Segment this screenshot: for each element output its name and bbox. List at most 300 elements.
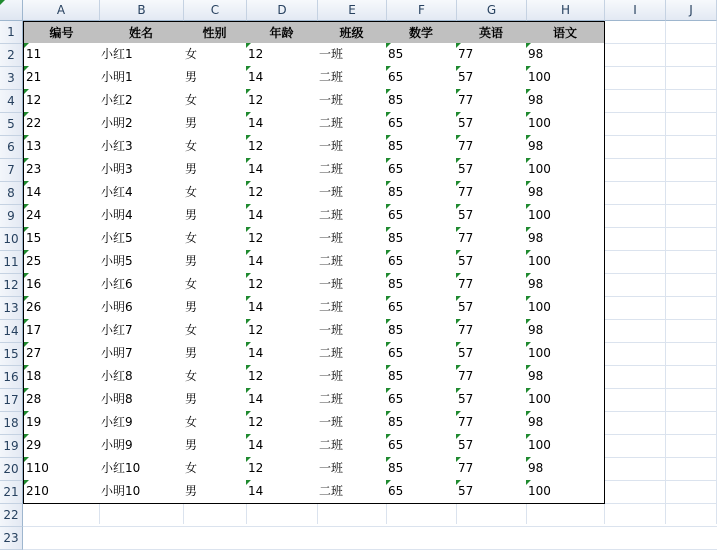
cell-value: 100 [528,162,551,176]
table-cell[interactable] [386,112,457,136]
table-cell[interactable] [317,388,387,412]
table-cell[interactable] [23,342,100,366]
table-cell[interactable] [183,158,247,182]
number-as-text-indicator-icon [386,204,391,209]
cell-value: 小明2 [101,116,133,130]
table-cell[interactable] [23,457,100,481]
table-cell[interactable] [246,388,318,412]
table-cell[interactable] [386,296,457,320]
cell-value: 77 [458,369,474,383]
table-cell[interactable] [386,434,457,458]
cell-value: 小红3 [101,139,133,153]
table-cell[interactable] [23,227,100,251]
number-as-text-indicator-icon [386,89,391,94]
number-as-text-indicator-icon [456,112,461,117]
number-as-text-indicator-icon [246,434,251,439]
cell-value: 21 [26,70,42,84]
number-as-text-indicator-icon [526,204,531,209]
table-cell[interactable] [99,204,184,228]
table-cell[interactable] [23,250,100,274]
table-cell[interactable] [456,112,527,136]
table-cell[interactable] [317,457,387,481]
table-cell[interactable] [246,89,318,113]
table-cell[interactable] [317,204,387,228]
cell-value: 男 [185,162,198,176]
table-cell[interactable] [317,181,387,205]
table-cell[interactable] [246,204,318,228]
table-cell[interactable] [526,457,605,481]
table-cell[interactable] [317,273,387,297]
table-cell[interactable] [23,66,100,90]
cell-value: 98 [528,323,544,337]
table-cell[interactable] [23,434,100,458]
table-cell[interactable] [526,250,605,274]
cell-value: 12 [248,139,264,153]
table-cell[interactable] [23,296,100,320]
cell-value: 98 [528,47,544,61]
number-as-text-indicator-icon [246,66,251,71]
table-cell[interactable] [183,480,247,504]
header-label: 姓名 [128,26,153,40]
table-cell[interactable] [456,342,527,366]
cell-value: 65 [388,116,404,130]
table-cell[interactable] [183,43,247,67]
row-header-9[interactable]: 9 [0,205,23,228]
table-cell[interactable] [526,365,605,389]
cell-value: 女 [185,93,198,107]
cell-value: 25 [26,254,42,268]
number-as-text-indicator-icon [246,250,251,255]
cell-value: 小红10 [101,461,141,475]
cell-value: 二班 [319,70,344,84]
table-cell[interactable] [386,250,457,274]
cell-value: 65 [388,162,404,176]
table-cell[interactable] [183,181,247,205]
table-cell[interactable] [99,480,184,504]
table-cell[interactable] [526,411,605,435]
row-header-18[interactable]: 18 [0,412,23,435]
number-as-text-indicator-icon [456,457,461,462]
table-cell[interactable] [99,411,184,435]
cell-value: 85 [388,185,404,199]
cell-value: 小明8 [101,392,133,406]
row-header-6[interactable]: 6 [0,136,23,159]
number-as-text-indicator-icon [456,480,461,485]
table-cell[interactable] [99,181,184,205]
column-header-B[interactable]: B [100,0,184,21]
table-cell[interactable] [317,158,387,182]
header-label: 数学 [408,26,433,40]
table-cell[interactable] [99,434,184,458]
table-cell[interactable] [317,342,387,366]
table-cell[interactable] [456,434,527,458]
table-cell[interactable] [456,204,527,228]
table-cell[interactable] [99,457,184,481]
table-cell[interactable] [99,342,184,366]
table-cell[interactable] [99,227,184,251]
row-header-1[interactable]: 1 [0,21,23,44]
table-header-cell[interactable] [317,21,387,44]
cell-value: 小红9 [101,415,133,429]
number-as-text-indicator-icon [24,296,29,301]
cell-value: 19 [26,415,42,429]
cell-value: 小明9 [101,438,133,452]
table-cell[interactable] [456,250,527,274]
table-cell[interactable] [23,43,100,67]
cell-value: 女 [185,277,198,291]
table-cell[interactable] [23,89,100,113]
gridline-horizontal [23,526,717,527]
row-header-13[interactable]: 13 [0,297,23,320]
row-header-7[interactable]: 7 [0,159,23,182]
cell-value: 85 [388,415,404,429]
table-cell[interactable] [386,411,457,435]
number-as-text-indicator-icon [456,158,461,163]
cell-value: 26 [26,300,42,314]
number-as-text-indicator-icon [526,296,531,301]
cell-value: 29 [26,438,42,452]
table-cell[interactable] [456,227,527,251]
table-cell[interactable] [183,457,247,481]
table-cell[interactable] [526,204,605,228]
table-cell[interactable] [386,273,457,297]
cell-value: 小红7 [101,323,133,337]
table-cell[interactable] [386,457,457,481]
column-header-A[interactable]: A [23,0,100,21]
cell-value: 女 [185,231,198,245]
table-cell[interactable] [386,365,457,389]
table-cell[interactable] [526,342,605,366]
table-cell[interactable] [386,66,457,90]
table-cell[interactable] [99,135,184,159]
table-cell[interactable] [456,411,527,435]
cell-value: 85 [388,277,404,291]
table-cell[interactable] [386,204,457,228]
number-as-text-indicator-icon [456,434,461,439]
column-header-J[interactable]: J [666,0,717,21]
cell-value: 98 [528,461,544,475]
row-header-4[interactable]: 4 [0,90,23,113]
table-cell[interactable] [246,66,318,90]
table-cell[interactable] [386,227,457,251]
table-cell[interactable] [317,296,387,320]
cell-value: 77 [458,93,474,107]
row-header-2[interactable]: 2 [0,44,23,67]
cell-value: 一班 [319,323,344,337]
table-cell[interactable] [526,158,605,182]
table-cell[interactable] [99,158,184,182]
table-cell[interactable] [23,480,100,504]
cell-value: 14 [26,185,42,199]
row-header-17[interactable]: 17 [0,389,23,412]
cell-value: 98 [528,415,544,429]
table-cell[interactable] [99,365,184,389]
table-cell[interactable] [23,135,100,159]
cell-value: 男 [185,346,198,360]
table-cell[interactable] [246,365,318,389]
number-as-text-indicator-icon [386,365,391,370]
cell-value: 14 [248,346,264,360]
column-header-D[interactable]: D [247,0,318,21]
number-as-text-indicator-icon [456,342,461,347]
cell-value: 98 [528,139,544,153]
table-cell[interactable] [526,43,605,67]
table-cell[interactable] [23,181,100,205]
table-cell[interactable] [526,319,605,343]
table-cell[interactable] [456,135,527,159]
number-as-text-indicator-icon [526,388,531,393]
table-cell[interactable] [386,181,457,205]
table-cell[interactable] [23,411,100,435]
number-as-text-indicator-icon [456,388,461,393]
table-cell[interactable] [99,89,184,113]
table-cell[interactable] [317,250,387,274]
cell-value: 65 [388,254,404,268]
cell-value: 57 [458,484,474,498]
table-cell[interactable] [246,250,318,274]
table-cell[interactable] [526,480,605,504]
table-cell[interactable] [183,204,247,228]
cell-value: 小明6 [101,300,133,314]
row-header-22[interactable]: 22 [0,504,23,527]
table-cell[interactable] [526,296,605,320]
table-cell[interactable] [246,457,318,481]
table-cell[interactable] [317,89,387,113]
number-as-text-indicator-icon [526,480,531,485]
table-cell[interactable] [246,181,318,205]
table-cell[interactable] [23,388,100,412]
table-cell[interactable] [386,89,457,113]
row-header-20[interactable]: 20 [0,458,23,481]
table-cell[interactable] [246,273,318,297]
table-cell[interactable] [23,319,100,343]
column-header-E[interactable]: E [318,0,387,21]
table-cell[interactable] [183,388,247,412]
table-cell[interactable] [386,319,457,343]
number-as-text-indicator-icon [526,227,531,232]
table-cell[interactable] [23,158,100,182]
table-cell[interactable] [99,388,184,412]
table-header-cell[interactable] [526,21,605,44]
table-cell[interactable] [456,181,527,205]
row-header-23[interactable]: 23 [0,527,23,550]
table-cell[interactable] [456,319,527,343]
cell-value: 85 [388,323,404,337]
table-cell[interactable] [99,296,184,320]
table-cell[interactable] [246,158,318,182]
row-header-8[interactable]: 8 [0,182,23,205]
header-label: 英语 [478,26,503,40]
table-cell[interactable] [23,204,100,228]
number-as-text-indicator-icon [386,434,391,439]
table-cell[interactable] [317,66,387,90]
number-as-text-indicator-icon [246,480,251,485]
table-cell[interactable] [183,319,247,343]
cell-value: 85 [388,139,404,153]
cell-value: 210 [26,484,49,498]
number-as-text-indicator-icon [24,135,29,140]
table-cell[interactable] [183,112,247,136]
row-header-14[interactable]: 14 [0,320,23,343]
row-header-12[interactable]: 12 [0,274,23,297]
number-as-text-indicator-icon [246,227,251,232]
table-cell[interactable] [526,89,605,113]
table-cell[interactable] [317,112,387,136]
cell-value: 12 [248,461,264,475]
table-cell[interactable] [386,158,457,182]
row-header-10[interactable]: 10 [0,228,23,251]
table-cell[interactable] [456,480,527,504]
number-as-text-indicator-icon [526,365,531,370]
table-cell[interactable] [183,273,247,297]
table-cell[interactable] [526,112,605,136]
table-cell[interactable] [386,342,457,366]
table-cell[interactable] [317,480,387,504]
table-cell[interactable] [99,250,184,274]
number-as-text-indicator-icon [526,273,531,278]
column-header-H[interactable]: H [527,0,605,21]
table-cell[interactable] [23,112,100,136]
column-header-C[interactable]: C [184,0,247,21]
table-header-cell[interactable] [183,21,247,44]
number-as-text-indicator-icon [456,319,461,324]
cell-value: 65 [388,484,404,498]
cell-value: 一班 [319,93,344,107]
column-header-G[interactable]: G [457,0,527,21]
table-cell[interactable] [456,158,527,182]
number-as-text-indicator-icon [456,181,461,186]
table-cell[interactable] [317,135,387,159]
table-cell[interactable] [317,43,387,67]
table-cell[interactable] [456,273,527,297]
table-cell[interactable] [317,227,387,251]
table-cell[interactable] [99,273,184,297]
table-cell[interactable] [526,66,605,90]
table-cell[interactable] [246,342,318,366]
number-as-text-indicator-icon [526,89,531,94]
table-cell[interactable] [386,480,457,504]
table-cell[interactable] [456,365,527,389]
number-as-text-indicator-icon [456,365,461,370]
row-header-11[interactable]: 11 [0,251,23,274]
number-as-text-indicator-icon [246,457,251,462]
number-as-text-indicator-icon [526,250,531,255]
cell-value: 98 [528,93,544,107]
table-cell[interactable] [99,66,184,90]
table-cell[interactable] [526,227,605,251]
number-as-text-indicator-icon [24,434,29,439]
table-cell[interactable] [317,411,387,435]
table-cell[interactable] [183,135,247,159]
cell-value: 57 [458,70,474,84]
row-header-5[interactable]: 5 [0,113,23,136]
table-cell[interactable] [526,181,605,205]
table-cell[interactable] [456,66,527,90]
row-header-15[interactable]: 15 [0,343,23,366]
table-cell[interactable] [456,457,527,481]
column-header-F[interactable]: F [387,0,457,21]
table-cell[interactable] [183,411,247,435]
table-cell[interactable] [456,296,527,320]
table-cell[interactable] [99,43,184,67]
table-cell[interactable] [317,365,387,389]
table-cell[interactable] [526,434,605,458]
row-header-16[interactable]: 16 [0,366,23,389]
table-cell[interactable] [183,434,247,458]
table-cell[interactable] [456,388,527,412]
table-cell[interactable] [183,296,247,320]
table-header-cell[interactable] [246,21,318,44]
row-header-3[interactable]: 3 [0,67,23,90]
table-cell[interactable] [317,434,387,458]
table-cell[interactable] [246,434,318,458]
cell-value: 100 [528,70,551,84]
cell-value: 12 [248,47,264,61]
table-cell[interactable] [246,319,318,343]
table-cell[interactable] [99,319,184,343]
number-as-text-indicator-icon [386,158,391,163]
number-as-text-indicator-icon [526,181,531,186]
cell-value: 14 [248,484,264,498]
table-cell[interactable] [526,273,605,297]
table-cell[interactable] [183,89,247,113]
table-header-cell[interactable] [99,21,184,44]
table-cell[interactable] [23,365,100,389]
number-as-text-indicator-icon [386,273,391,278]
table-cell[interactable] [183,227,247,251]
column-header-I[interactable]: I [605,0,666,21]
table-cell[interactable] [183,342,247,366]
select-all-corner[interactable] [0,0,23,21]
table-cell[interactable] [246,43,318,67]
cell-value: 14 [248,208,264,222]
table-cell[interactable] [246,135,318,159]
table-cell[interactable] [386,135,457,159]
table-cell[interactable] [317,319,387,343]
table-cell[interactable] [386,43,457,67]
cell-value: 小红6 [101,277,133,291]
table-header-cell[interactable] [23,21,100,44]
table-cell[interactable] [246,411,318,435]
table-cell[interactable] [386,388,457,412]
table-cell[interactable] [526,388,605,412]
table-cell[interactable] [246,480,318,504]
table-cell[interactable] [456,43,527,67]
table-header-cell[interactable] [386,21,457,44]
table-cell[interactable] [246,227,318,251]
table-cell[interactable] [183,365,247,389]
table-cell[interactable] [99,112,184,136]
table-header-cell[interactable] [456,21,527,44]
table-cell[interactable] [183,66,247,90]
cell-value: 二班 [319,346,344,360]
number-as-text-indicator-icon [246,158,251,163]
cell-value: 100 [528,484,551,498]
table-cell[interactable] [23,273,100,297]
table-cell[interactable] [183,250,247,274]
table-cell[interactable] [526,135,605,159]
row-header-21[interactable]: 21 [0,481,23,504]
cell-value: 小红1 [101,47,133,61]
cell-value: 男 [185,70,198,84]
row-header-19[interactable]: 19 [0,435,23,458]
header-label: 年龄 [269,26,294,40]
table-cell[interactable] [246,296,318,320]
cell-value: 14 [248,116,264,130]
table-cell[interactable] [246,112,318,136]
number-as-text-indicator-icon [386,227,391,232]
table-cell[interactable] [456,89,527,113]
